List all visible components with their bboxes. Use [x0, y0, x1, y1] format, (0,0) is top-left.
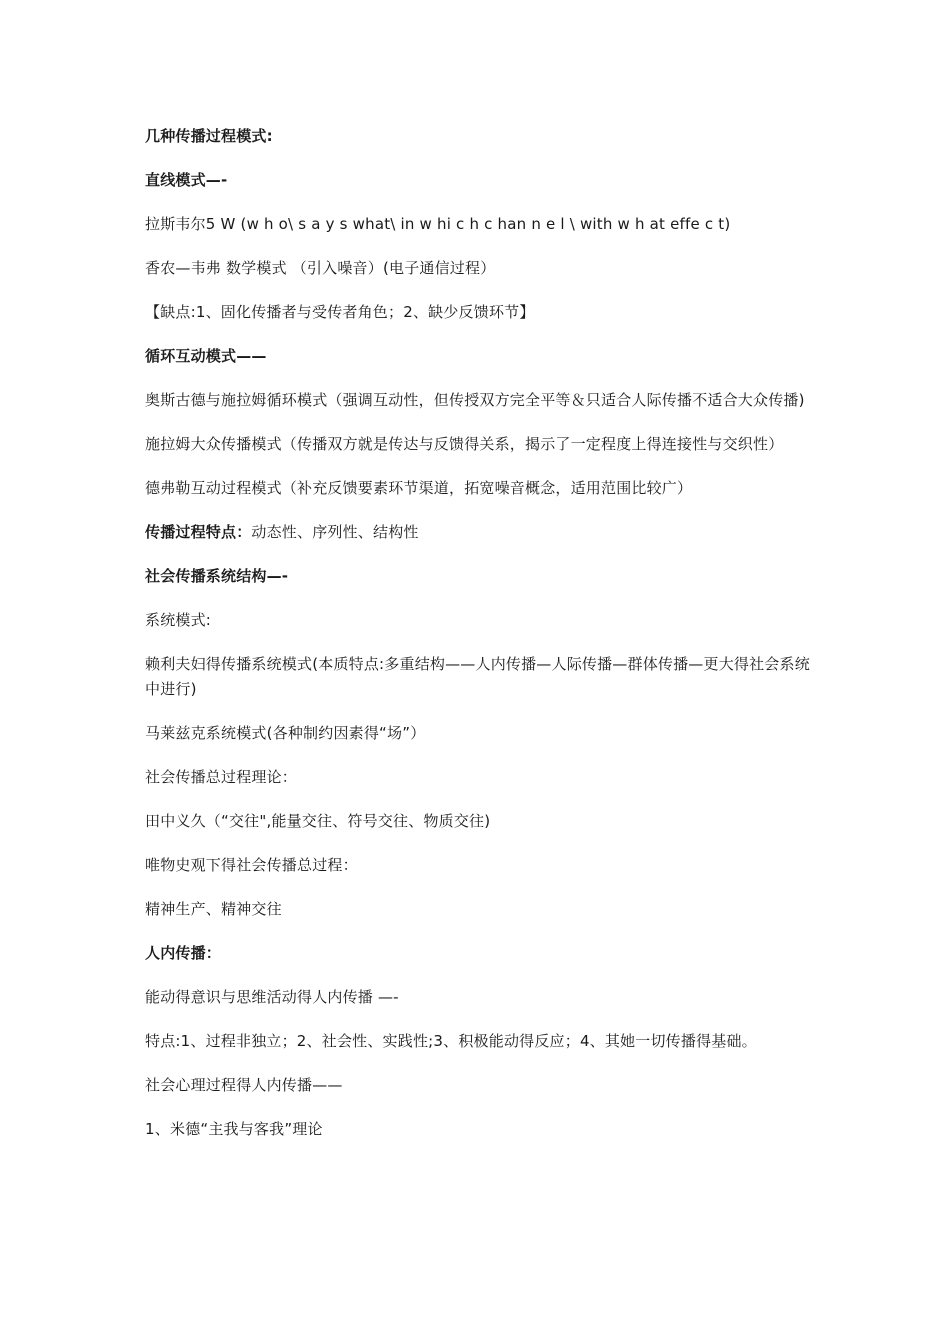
paragraph-drawbacks: 【缺点:1、固化传播者与受传者角色；2、缺少反馈环节】	[145, 303, 535, 321]
process-features-label: 传播过程特点：	[145, 523, 252, 541]
paragraph-tanaka: 田中义久（“交往",能量交往、符号交往、物质交往)	[145, 812, 491, 830]
heading-intrapersonal: 人内传播：	[145, 944, 222, 962]
paragraph-active-consciousness: 能动得意识与思维活动得人内传播 —-	[145, 988, 399, 1006]
paragraph-lasswell: 拉斯韦尔5 W (w h o\ s a y s what\ in w hi c h c han n e l \ with w h at effe c t)	[145, 215, 731, 233]
paragraph-spiritual: 精神生产、精神交往	[145, 900, 282, 918]
paragraph-features: 特点:1、过程非独立；2、社会性、实践性;3、积极能动得反应；4、其她一切传播得基础。	[145, 1032, 757, 1050]
paragraph-materialism: 唯物史观下得社会传播总过程：	[145, 856, 358, 874]
paragraph-process-features	[145, 520, 810, 545]
paragraph-defleur: 德弗勒互动过程模式（补充反馈要素环节渠道，拓宽噪音概念，适用范围比较广）	[145, 479, 693, 497]
heading-social-system: 社会传播系统结构—-	[145, 567, 289, 585]
paragraph-mead: 1、米德“主我与客我”理论	[145, 1120, 323, 1138]
paragraph-system-model: 系统模式:	[145, 611, 212, 629]
paragraph-riley: 赖利夫妇得传播系统模式(本质特点:多重结构——人内传播—人际传播—群体传播—更大得社会系统中进行)	[145, 655, 810, 698]
paragraph-total-process-theory: 社会传播总过程理论：	[145, 768, 298, 786]
heading-process-models: 几种传播过程模式:	[145, 127, 273, 145]
process-features-text: 动态性、序列性、结构性	[251, 523, 419, 541]
paragraph-schramm-mass: 施拉姆大众传播模式（传播双方就是传达与反馈得关系，揭示了一定程度上得连接性与交织性）	[145, 435, 784, 453]
paragraph-social-psychology: 社会心理过程得人内传播——	[145, 1076, 343, 1094]
paragraph-shannon-weaver: 香农—韦弗 数学模式 （引入噪音）(电子通信过程）	[145, 259, 496, 277]
paragraph-maletzke: 马莱兹克系统模式(各种制约因素得“场”）	[145, 724, 426, 742]
paragraph-osgood-schramm: 奥斯古德与施拉姆循环模式（强调互动性，但传授双方完全平等＆只适合人际传播不适合大众传播)	[145, 391, 805, 409]
heading-linear-model: 直线模式—-	[145, 171, 228, 189]
document-page	[145, 124, 810, 1161]
heading-circular-model: 循环互动模式——	[145, 347, 267, 365]
